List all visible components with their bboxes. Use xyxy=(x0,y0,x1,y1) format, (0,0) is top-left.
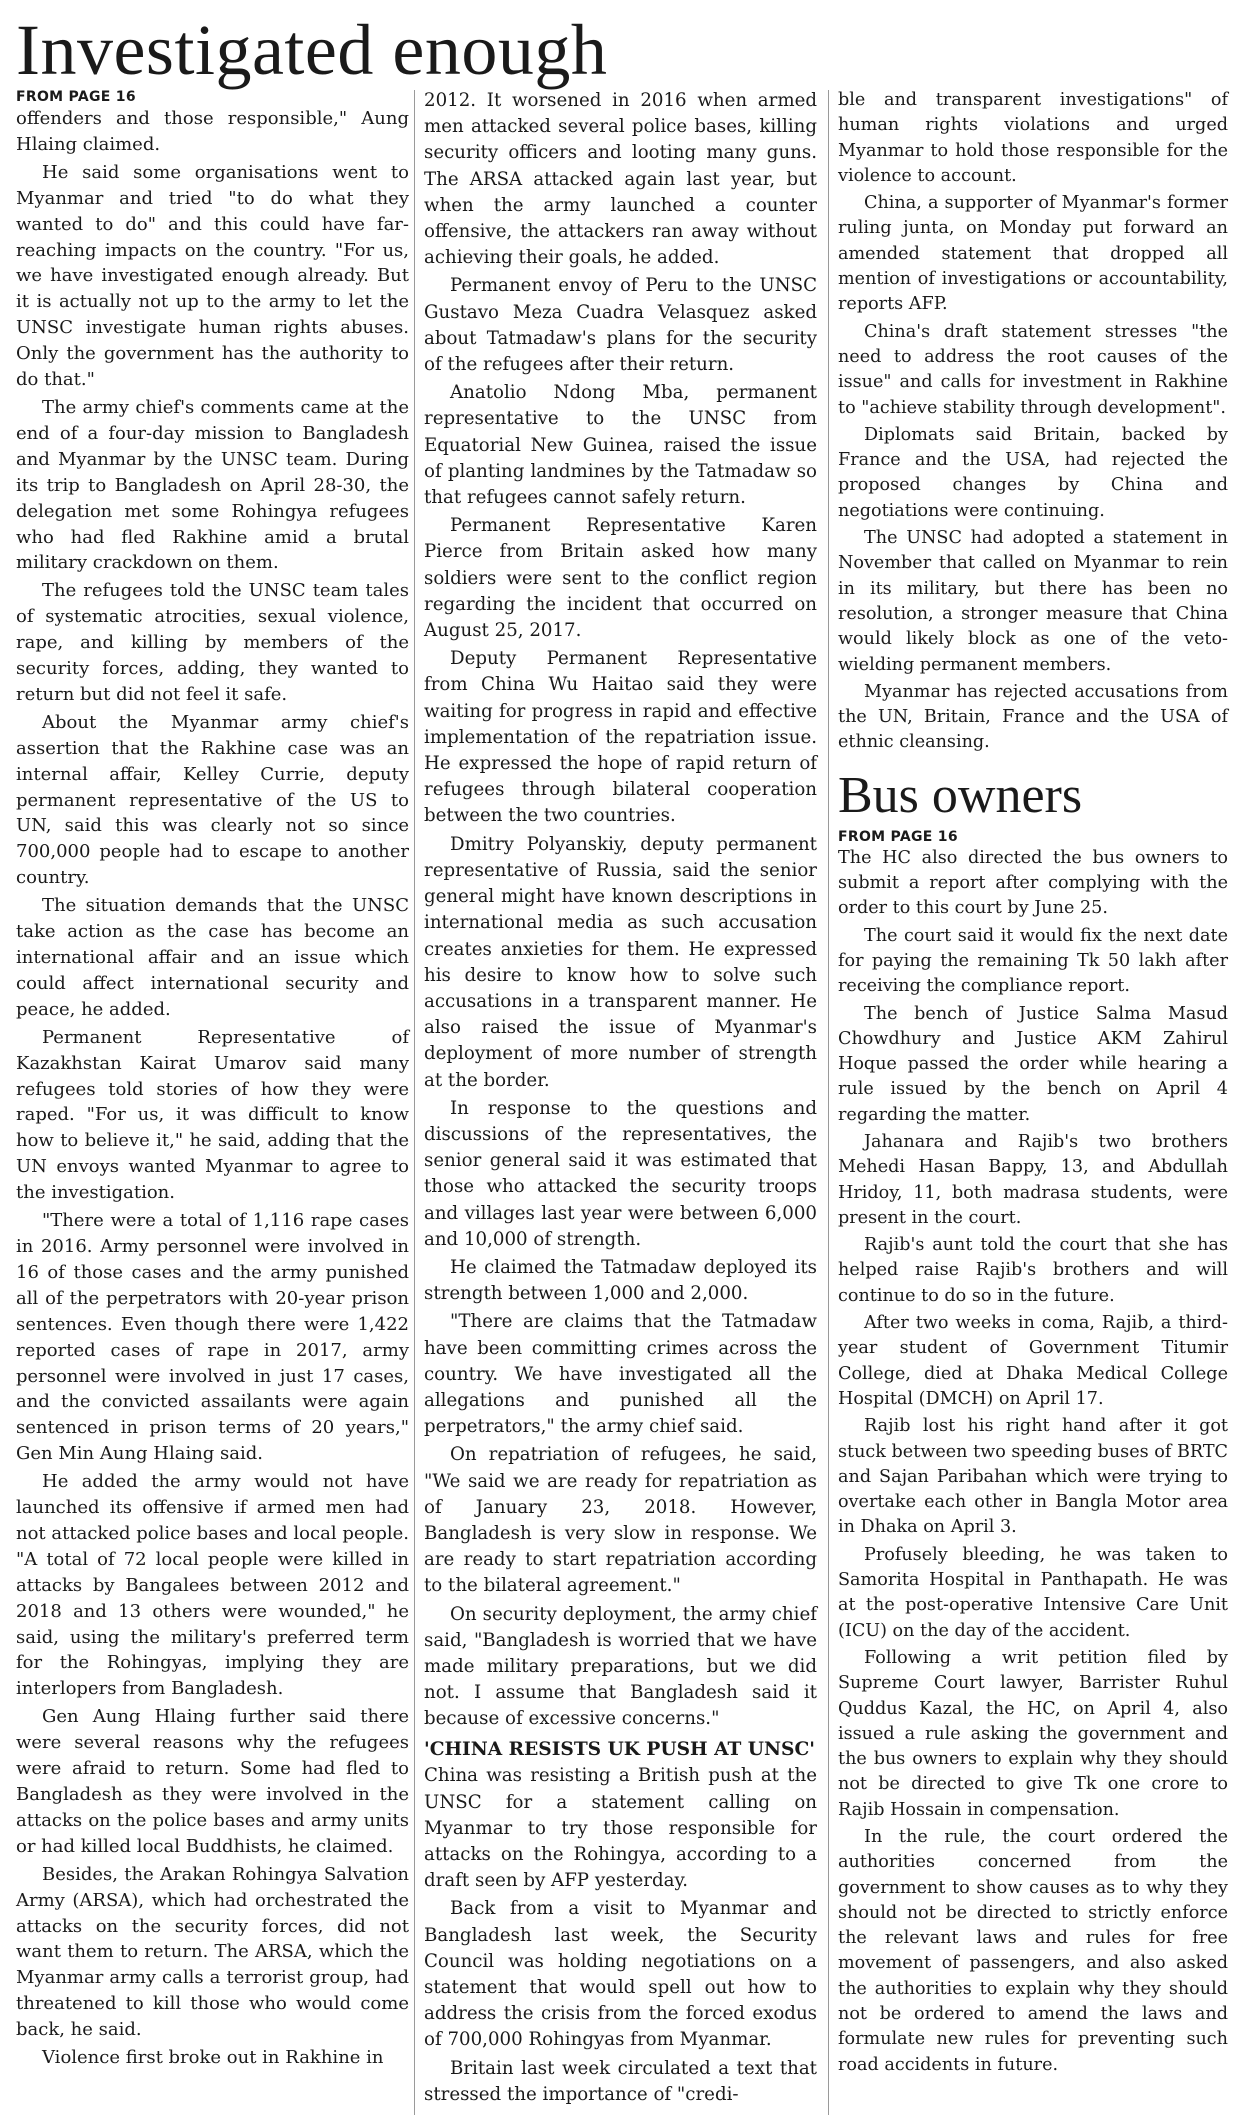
from-page-kicker: FROM PAGE 16 xyxy=(16,89,136,105)
paragraph: 2012. It worsened in 2016 when armed men attacked several police bases, killing security officers and looting many guns. The ARSA attacked again last year, but when the army launched a counter offensive, the attackers ran away without achieving their goals, he added. xyxy=(424,90,817,269)
paragraph: The UNSC had adopted a statement in November that called on Myanmar to rein in its military, but there has been no resolution, a stronger measure that China would likely block as one of the veto-wielding permanent members. xyxy=(838,528,1228,675)
paragraph: The situation demands that the UNSC take action as the case has become an international affair and an issue which could affect international security and peace, he added. xyxy=(16,895,409,1020)
paragraph: Violence first broke out in Rakhine in xyxy=(42,2047,384,2069)
subheading: 'CHINA RESISTS UK PUSH AT UNSC' xyxy=(424,1738,815,1760)
paragraph: China, a supporter of Myanmar's former ruling junta, on Monday put forward an amended statement that dropped all mention of investigations or accountability, reports AFP. xyxy=(838,193,1228,315)
paragraph: Rajib's aunt told the court that she has helped raise Rajib's brothers and will continue to do so in the future. xyxy=(838,1235,1228,1306)
column-rule xyxy=(414,90,415,2115)
paragraph: In response to the questions and discussions of the representatives, the senior general said it was estimated that those who attacked the security troops and villages last year were between 6,000 and 10,000 of strength. xyxy=(424,1097,817,1250)
paragraph: Deputy Permanent Representative from China Wu Haitao said they were waiting for progress in rapid and effective implementation of the repatriation issue. He expressed the hope of rapid return of refugees through bilateral cooperation between the two countries. xyxy=(424,648,817,827)
paragraph: Dmitry Polyanskiy, deputy permanent representative of Russia, said the senior general might have known descriptions in international media as such accusation creates anxieties for them. He expressed his desire to know how to solve such accusations in a transparent manner. He also raised the issue of Myanmar's deployment of more number of strength at the border. xyxy=(424,833,817,1091)
paragraph: Permanent Representative of Kazakhstan Kairat Umarov said many refugees told stories of how they were raped. "For us, it was difficult to know how to believe it," he said, adding that the UN envoys wanted Myanmar to agree to the investigation. xyxy=(16,1026,409,1204)
paragraph: He said some organisations went to Myanmar and tried "to do what they wanted to do" and this could have far-reaching impacts on the country. "For us, we have investigated enough already. But it is actually not up to the army to let the UNSC investigate human rights abuses. Only the government has the authority to do that." xyxy=(16,161,409,391)
paragraph: The bench of Justice Salma Masud Chowdhury and Justice AKM Zahirul Hoque passed the order while hearing a rule issued by the bench on April 4 regarding the matter. xyxy=(838,1003,1228,1125)
paragraph: He added the army would not have launched its offensive if armed men had not attacked police bases and local people. "A total of 72 local people were killed in attacks by Bangalees between 2012 and 2018 and 13 others were wounded," he said, using the military's preferred term for the Rohingyas, implying they are interlopers from Bangladesh. xyxy=(16,1471,409,1700)
paragraph: On security deployment, the army chief said, "Bangladesh is worried that we have made military preparations, but we did not. I assume that Bangladesh said it because of excessive concerns." xyxy=(424,1603,817,1730)
article1-column-2 xyxy=(424,88,817,2110)
paragraph: Besides, the Arakan Rohingya Salvation Army (ARSA), which had orchestrated the attacks on the security forces, did not want them to return. The ARSA, which the Myanmar army calls a terrorist group, had threatened to kill those who would come back, he said. xyxy=(16,1863,409,2041)
paragraph: Permanent Representative Karen Pierce from Britain asked how many soldiers were sent to the conflict region regarding the incident that occurred on August 25, 2017. xyxy=(424,515,817,642)
paragraph: Following a writ petition filed by Supreme Court lawyer, Barrister Ruhul Quddus Kazal, the HC, on April 4, also issued a rule asking the government and the bus owners to explain why they should not be directed to give Tk one crore to Rajib Hossain in compensation. xyxy=(838,1647,1228,1820)
article1-column-3 xyxy=(838,88,1228,2080)
paragraph: Permanent envoy of Peru to the UNSC Gustavo Meza Cuadra Velasquez asked about Tatmadaw's plans for the security of the refugees after their return. xyxy=(424,275,817,376)
paragraph: offenders and those responsible," Aung Hlaing claimed. xyxy=(16,108,409,155)
paragraph: Britain last week circulated a text that stressed the importance of "credi- xyxy=(424,2057,817,2105)
paragraph: Jahanara and Rajib's two brothers Mehedi Hasan Bappy, 13, and Abdullah Hridoy, 11, both madrasa students, were present in the court. xyxy=(838,1131,1228,1228)
paragraph: After two weeks in coma, Rajib, a third-year student of Government Titumir College, died at Dhaka Medical College Hospital (DMCH) on April 17. xyxy=(838,1313,1228,1409)
paragraph: Myanmar has rejected accusations from the UN, Britain, France and the USA of ethnic cleansing. xyxy=(838,681,1228,753)
paragraph: China's draft statement stresses "the need to address the root causes of the issue" and calls for investment in Rakhine to "achieve stability through development". xyxy=(838,321,1228,418)
from-page-kicker: FROM PAGE 16 xyxy=(838,828,958,845)
paragraph: Rajib lost his right hand after it got stuck between two speeding buses of BRTC and Sajan Paribahan which were trying to overtake each other in Bangla Motor area in Dhaka on April 3. xyxy=(838,1416,1229,1538)
paragraph: Profusely bleeding, he was taken to Samorita Hospital in Panthapath. He was at the post-operative Intensive Care Unit (ICU) on the day of the accident. xyxy=(838,1544,1228,1641)
headline-investigated-enough: Investigated enough xyxy=(16,10,608,90)
paragraph: The HC also directed the bus owners to submit a report after complying with the order to this court by June 25. xyxy=(838,847,1228,919)
paragraph: In the rule, the court ordered the authorities concerned from the government to show causes as to why they should not be directed to strictly enforce the relevant laws and rules for free movement of passengers, and also asked the authorities to explain why they should not be ordered to amend the laws and formulate new rules for preventing such road accidents in future. xyxy=(838,1827,1228,2075)
paragraph: About the Myanmar army chief's assertion that the Rakhine case was an internal affair, Kelley Currie, deputy permanent representative of the US to UN, said this was clearly not so since 700,000 people had to escape to another country. xyxy=(16,711,409,889)
headline-bus-owners: Bus owners xyxy=(838,766,1083,824)
paragraph: On repatriation of refugees, he said, "We said we are ready for repatriation as of January 23, 2018. However, Bangladesh is very slow in response. We are ready to start repatriation according to the bilateral agreement." xyxy=(424,1444,817,1597)
article1-column-1 xyxy=(16,88,409,2073)
paragraph: The court said it would fix the next date for paying the remaining Tk 50 lakh after receiving the compliance report. xyxy=(838,925,1228,997)
paragraph: ble and transparent investigations" of human rights violations and urged Myanmar to hold those responsible for the violence to account. xyxy=(838,90,1228,186)
column-rule xyxy=(828,90,829,2115)
paragraph: Diplomats said Britain, backed by France and the USA, had rejected the proposed changes by China and negotiations were continuing. xyxy=(838,424,1228,521)
paragraph: China was resisting a British push at the UNSC for a statement calling on Myanmar to try those responsible for attacks on the Rohingya, according to a draft seen by AFP yesterday. xyxy=(424,1765,817,1892)
paragraph: The army chief's comments came at the end of a four-day mission to Bangladesh and Myanmar by the UNSC team. During its trip to Bangladesh on April 28-30, the delegation met some Rohingya refugees who had fled Rakhine amid a brutal military crackdown on them. xyxy=(16,396,409,574)
paragraph: Back from a visit to Myanmar and Bangladesh last week, the Security Council was holding negotiations on a statement that would spell out how to address the crisis from the forced exodus of 700,000 Rohingyas from Myanmar. xyxy=(424,1898,817,2051)
paragraph: He claimed the Tatmadaw deployed its strength between 1,000 and 2,000. xyxy=(424,1256,817,1305)
paragraph: Anatolio Ndong Mba, permanent representative to the UNSC from Equatorial New Guinea, raised the issue of planting landmines by the Tatmadaw so that refugees cannot safely return. xyxy=(424,382,817,509)
paragraph: "There are claims that the Tatmadaw have been committing crimes across the country. We have investigated all the allegations and punished all the perpetrators," the army chief said. xyxy=(424,1311,817,1438)
paragraph: The refugees told the UNSC team tales of systematic atrocities, sexual violence, rape, and killing by members of the security forces, adding, they wanted to return but did not feel it safe. xyxy=(16,580,409,705)
paragraph: Gen Aung Hlaing further said there were several reasons why the refugees were afraid to return. Some had fled to Bangladesh as they were involved in the attacks on the police bases and army units or had killed local Buddhists, he claimed. xyxy=(16,1706,409,1857)
paragraph: "There were a total of 1,116 rape cases in 2016. Army personnel were involved in 16 of those cases and the army punished all of the perpetrators with 20-year prison sentences. Even though there were 1,422 reported cases of rape in 2017, army personnel were involved in just 17 cases, and the convicted assailants were again sentenced in prison terms of 20 years," Gen Min Aung Hlaing said. xyxy=(16,1210,409,1465)
